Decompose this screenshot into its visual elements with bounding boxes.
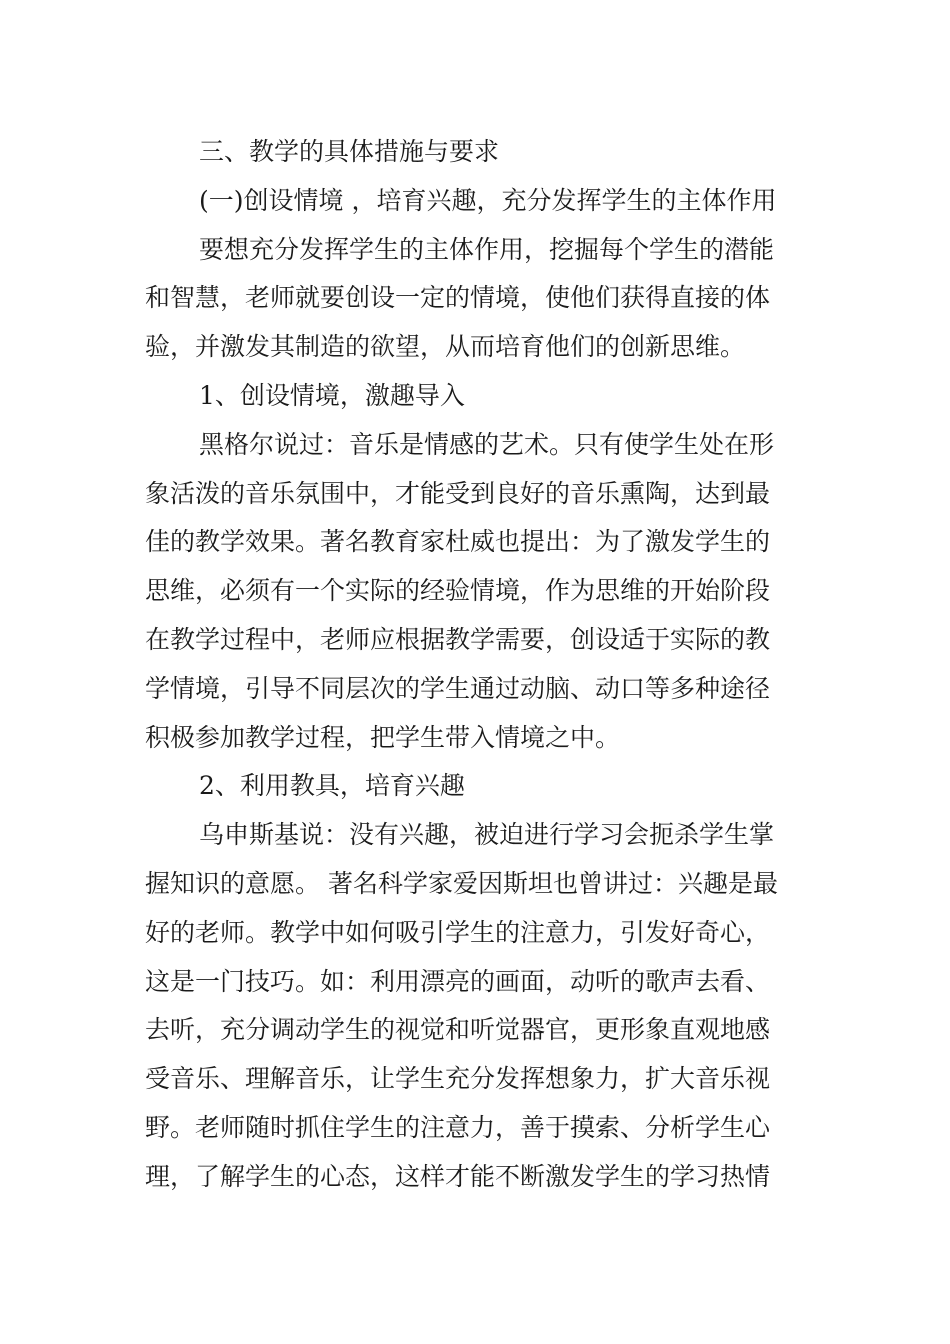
paragraph-line: 去听，充分调动学生的视觉和听觉器官，更形象直观地感 (145, 1015, 771, 1045)
paragraph-line: 乌申斯基说：没有兴趣，被迫进行学习会扼杀学生掌 (199, 820, 775, 850)
item-heading: 2、利用教具，培育兴趣 (199, 771, 465, 801)
paragraph-line: 和智慧，老师就要创设一定的情境，使他们获得直接的体 (145, 283, 771, 313)
paragraph-line: 学情境，引导不同层次的学生通过动脑、动口等多种途径 (145, 673, 771, 703)
paragraph-line: 验，并激发其制造的欲望，从而培育他们的创新思维。 (145, 332, 746, 362)
paragraph-line: 理，了解学生的心态，这样才能不断激发学生的学习热情 (145, 1161, 771, 1191)
item-heading: 1、创设情境，激趣导入 (199, 380, 465, 410)
paragraph-line: 要想充分发挥学生的主体作用，挖掘每个学生的潜能 (199, 234, 775, 264)
paragraph-line: 在教学过程中，老师应根据教学需要，创设适于实际的教 (145, 624, 771, 654)
paragraph-line: 象活泼的音乐氛围中，才能受到良好的音乐熏陶，达到最 (145, 478, 771, 508)
subsection-heading: (一)创设情境 ，培育兴趣，充分发挥学生的主体作用 (199, 185, 777, 215)
paragraph-line: 受音乐、理解音乐，让学生充分发挥想象力，扩大音乐视 (145, 1064, 771, 1094)
document-body (145, 128, 807, 1202)
paragraph-line: 佳的教学效果。著名教育家杜威也提出：为了激发学生的 (145, 527, 771, 557)
section-heading: 三、教学的具体措施与要求 (199, 137, 500, 166)
paragraph-line: 握知识的意愿。 著名科学家爱因斯坦也曾讲过：兴趣是最 (145, 868, 778, 898)
paragraph-line: 好的老师。教学中如何吸引学生的注意力，引发好奇心， (145, 917, 771, 947)
paragraph-line: 野。老师随时抓住学生的注意力，善于摸索、分析学生心 (145, 1112, 771, 1142)
paragraph-line: 积极参加教学过程，把学生带入情境之中。 (145, 722, 621, 752)
paragraph-line: 这是一门技巧。如：利用漂亮的画面，动听的歌声去看、 (145, 966, 771, 996)
paragraph-line: 思维，必须有一个实际的经验情境，作为思维的开始阶段 (145, 576, 771, 606)
paragraph-line: 黑格尔说过：音乐是情感的艺术。只有使学生处在形 (199, 429, 775, 459)
